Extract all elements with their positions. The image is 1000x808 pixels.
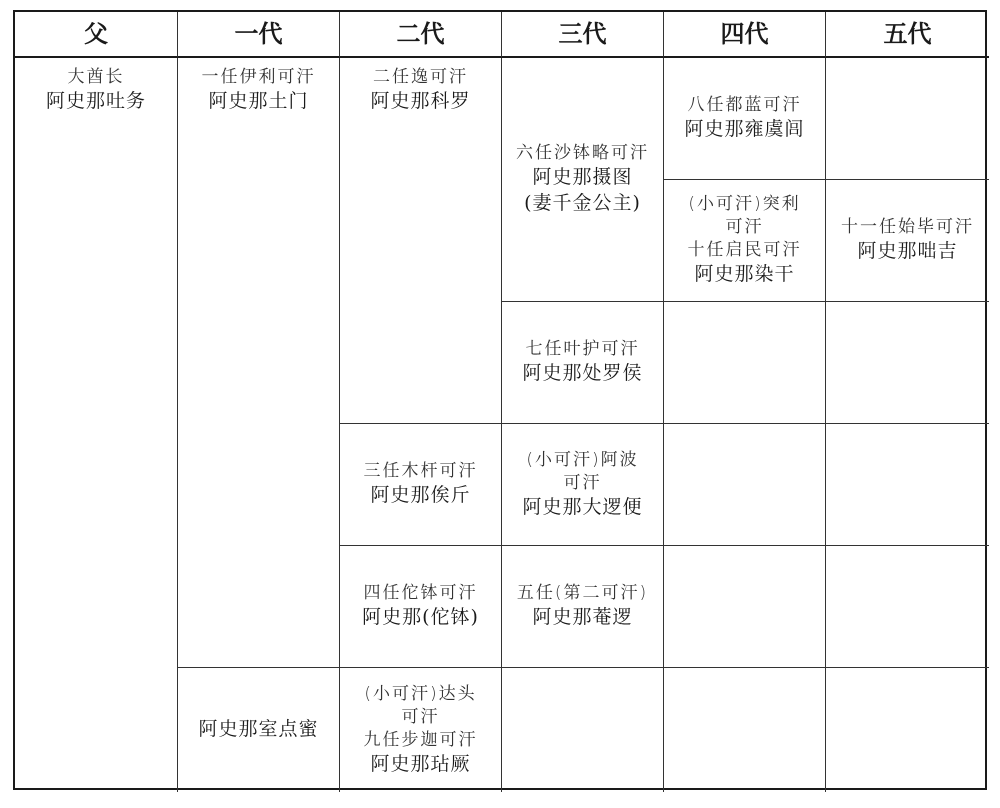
person-title: 可汗: [725, 217, 764, 238]
header-gen5: [826, 12, 989, 58]
gen2-ruler9-cell: [340, 668, 502, 792]
person-name: 阿史那咄吉: [857, 240, 958, 263]
person-name: 阿史那雍虞闾: [684, 118, 805, 141]
person-name: 阿史那(佗钵): [362, 606, 479, 629]
person-name: 阿史那处罗侯: [522, 362, 643, 385]
person-title: 十任启民可汗: [687, 240, 802, 261]
header-gen3: [502, 12, 664, 58]
person-title: 可汗: [401, 706, 440, 727]
person-title: 五任(第二可汗): [516, 583, 649, 604]
gen2-ruler4-cell: [340, 546, 502, 668]
empty-cell: [826, 58, 989, 180]
person-name: 阿史那大逻便: [522, 495, 643, 518]
person-title: 七任叶护可汗: [525, 339, 640, 360]
header-label: 四代: [720, 19, 769, 48]
person-name: 阿史那土门: [208, 89, 309, 112]
person-title: 大酋长: [67, 67, 125, 87]
gen3-ruler6-cell: [502, 58, 664, 302]
person-title: (小可汗)突利: [688, 194, 801, 215]
person-title: 六任沙钵略可汗: [516, 143, 649, 164]
person-title: (小可汗)达头: [364, 683, 477, 704]
empty-cell: [664, 546, 826, 668]
gen5-ruler11-cell: [826, 180, 989, 302]
person-name: 阿史那菴逻: [532, 606, 633, 629]
header-gen4: [664, 12, 826, 58]
empty-cell: [826, 424, 989, 546]
person-name: 阿史那玷厥: [370, 752, 471, 775]
gen3-ruler7-cell: [502, 302, 664, 424]
person-title: 三任木杆可汗: [363, 461, 478, 482]
gen4-ruler8-cell: [664, 58, 826, 180]
person-note: (妻千金公主): [524, 191, 641, 214]
gen3-abo-cell: [502, 424, 664, 546]
person-title: 十一任始毕可汗: [841, 217, 974, 238]
gen2-ruler3-cell: [340, 424, 502, 546]
empty-cell: [826, 302, 989, 424]
gen2-ruler2-cell: [340, 58, 502, 424]
person-title: 可汗: [563, 472, 602, 493]
person-title: (小可汗)阿波: [526, 449, 639, 470]
empty-cell: [502, 668, 664, 792]
header-label: 一代: [234, 19, 283, 48]
empty-cell: [664, 424, 826, 546]
person-name: 阿史那吐务: [45, 89, 146, 112]
person-name: 阿史那科罗: [370, 89, 471, 112]
empty-cell: [826, 668, 989, 792]
person-name: 阿史那摄图: [532, 166, 633, 189]
person-title: 二任逸可汗: [373, 67, 468, 87]
header-gen1: [178, 12, 340, 58]
father-cell: [15, 58, 178, 792]
person-title: 八任都蓝可汗: [687, 95, 802, 116]
genealogy-table: [13, 10, 987, 790]
person-title: 一任伊利可汗: [201, 67, 316, 87]
person-name: 阿史那染干: [694, 263, 795, 286]
gen1-ruler1-cell: [178, 58, 340, 668]
header-gen2: [340, 12, 502, 58]
header-label: 二代: [396, 19, 445, 48]
header-label: 五代: [883, 19, 932, 48]
gen1-other-cell: [178, 668, 340, 792]
gen4-ruler10-cell: [664, 180, 826, 302]
person-name: 阿史那室点蜜: [198, 718, 319, 741]
empty-cell: [826, 546, 989, 668]
header-label: 三代: [558, 19, 607, 48]
person-title: 九任步迦可汗: [363, 729, 478, 750]
person-name: 阿史那俟斤: [370, 484, 471, 507]
gen3-ruler5-cell: [502, 546, 664, 668]
header-father: [15, 12, 178, 58]
person-title: 四任佗钵可汗: [363, 583, 478, 604]
empty-cell: [664, 668, 826, 792]
header-label: 父: [84, 19, 108, 48]
empty-cell: [664, 302, 826, 424]
